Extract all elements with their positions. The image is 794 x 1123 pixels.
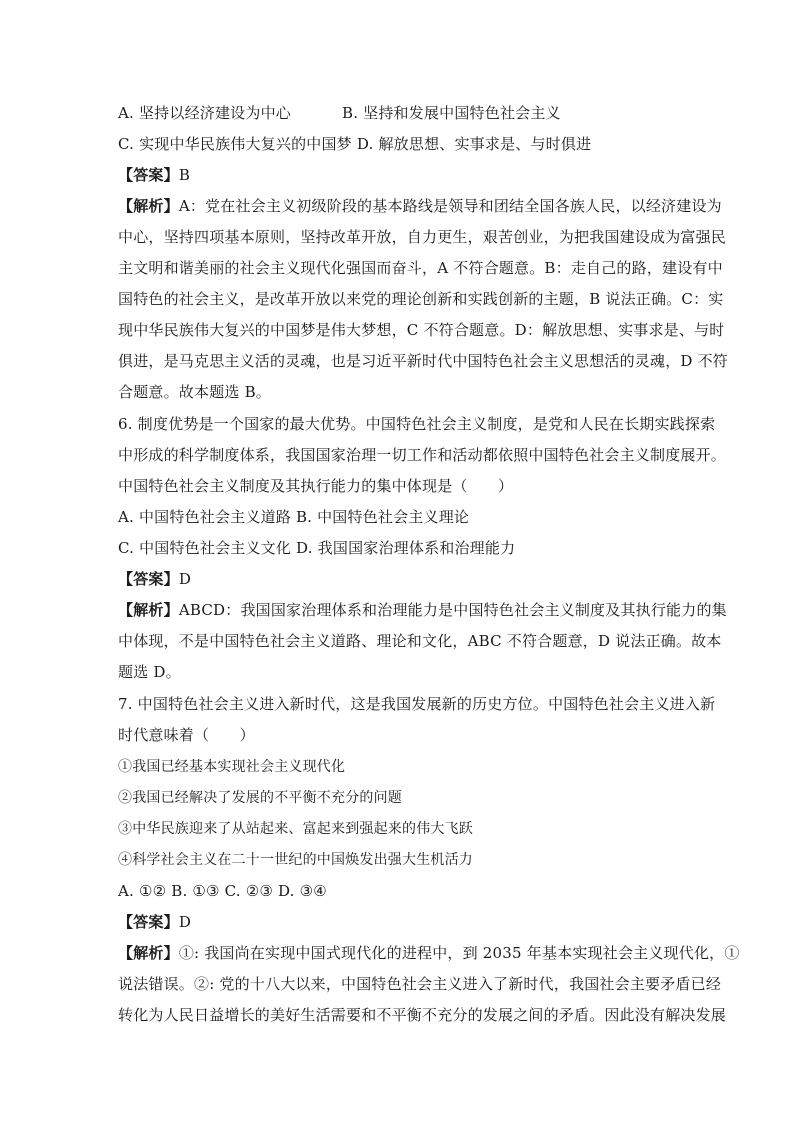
answer-value: D: [178, 913, 192, 931]
analysis-label: 【解析】: [118, 601, 179, 619]
q7-item: ②我国已经解决了发展的不平衡不充分的问题: [118, 790, 402, 806]
q6-stem-line: 中国特色社会主义制度及其执行能力的集中体现是（ ）: [118, 477, 514, 495]
answer-label: 【答案】: [118, 166, 179, 184]
q5-options-row1: [118, 103, 561, 123]
q5-analysis-line: 中心，坚持四项基本原则，坚持改革开放，自力更生，艰苦创业，为把我国建设成为富强民: [118, 228, 727, 246]
q5-analysis-line: 国特色的社会主义，是改革开放以来党的理论创新和实践创新的主题，B 说法正确。C：实: [118, 290, 724, 308]
q6-options-row1: A. 中国特色社会主义道路 B. 中国特色社会主义理论: [118, 508, 470, 526]
analysis-text: ABCD：我国国家治理体系和治理能力是中国特色社会主义制度及其执行能力的集: [178, 601, 727, 619]
q5-analysis-line: 现中华民族伟大复兴的中国梦是伟大梦想，C 不符合题意。D：解放思想、实事求是、与时: [118, 321, 725, 339]
q7-analysis-line: [118, 943, 740, 963]
q5-option-a: A. 坚持以经济建设为中心: [118, 104, 291, 122]
q6-analysis-line: [118, 600, 727, 620]
q7-options: A. ①② B. ①③ C. ②③ D. ③④: [118, 882, 327, 900]
answer-label: 【答案】: [118, 913, 179, 931]
q5-analysis-line: [118, 196, 722, 216]
q7-item: ①我国已经基本实现社会主义现代化: [118, 759, 346, 775]
q6-answer: [118, 569, 191, 589]
q5-options-row2: C. 实现中华民族伟大复兴的中国梦 D. 解放思想、实事求是、与时俱进: [118, 135, 592, 153]
q5-analysis-line: 主文明和谐美丽的社会主义现代化强国而奋斗，A 不符合题意。B：走自己的路，建设有中: [118, 259, 723, 277]
q5-analysis-line: 合题意。故本题选 B。: [118, 383, 271, 401]
analysis-label: 【解析】: [118, 197, 179, 215]
q7-stem-line: 7. 中国特色社会主义进入新时代，这是我国发展新的历史方位。中国特色社会主义进入新: [118, 695, 716, 713]
q5-option-b: B. 坚持和发展中国特色社会主义: [342, 104, 561, 122]
q6-options-row2: C. 中国特色社会主义文化 D. 我国国家治理体系和治理能力: [118, 539, 516, 557]
q7-answer: [118, 912, 191, 932]
q5-answer: [118, 165, 190, 185]
answer-value: D: [178, 570, 192, 588]
analysis-label: 【解析】: [118, 944, 179, 962]
q6-analysis-line: 题选 D。: [118, 663, 181, 681]
q7-item: ③中华民族迎来了从站起来、富起来到强起来的伟大飞跃: [118, 821, 473, 837]
q5-analysis-line: 俱进，是马克思主义活的灵魂，也是习近平新时代中国特色社会主义思想活的灵魂，D 不符: [118, 352, 728, 370]
q7-analysis-line: 转化为人民日益增长的美好生活需要和不平衡不充分的发展之间的矛盾。因此没有解决发展: [118, 1006, 727, 1024]
q7-analysis-line: 说法错误。②: 党的十八大以来，中国特色社会主义进入了新时代，我国社会主要矛盾已经: [118, 975, 722, 993]
q7-stem-line: 时代意味着（ ）: [118, 726, 255, 744]
answer-value: B: [178, 166, 191, 184]
analysis-text: A：党在社会主义初级阶段的基本路线是领导和团结全国各族人民，以经济建设为: [178, 197, 722, 215]
q6-stem-line: 6. 制度优势是一个国家的最大优势。中国特色社会主义制度，是党和人民在长期实践探索: [118, 415, 716, 433]
q6-analysis-line: 中体现，不是中国特色社会主义道路、理论和文化，ABC 不符合题意，D 说法正确。故本: [118, 632, 722, 650]
analysis-text: ①: 我国尚在实现中国式现代化的进程中，到 2035 年基本实现社会主义现代化，①: [178, 944, 740, 962]
q6-stem-line: 中形成的科学制度体系，我国国家治理一切工作和活动都依照中国特色社会主义制度展开。: [118, 446, 727, 464]
answer-label: 【答案】: [118, 570, 179, 588]
q7-item: ④科学社会主义在二十一世纪的中国焕发出强大生机活力: [118, 852, 473, 868]
